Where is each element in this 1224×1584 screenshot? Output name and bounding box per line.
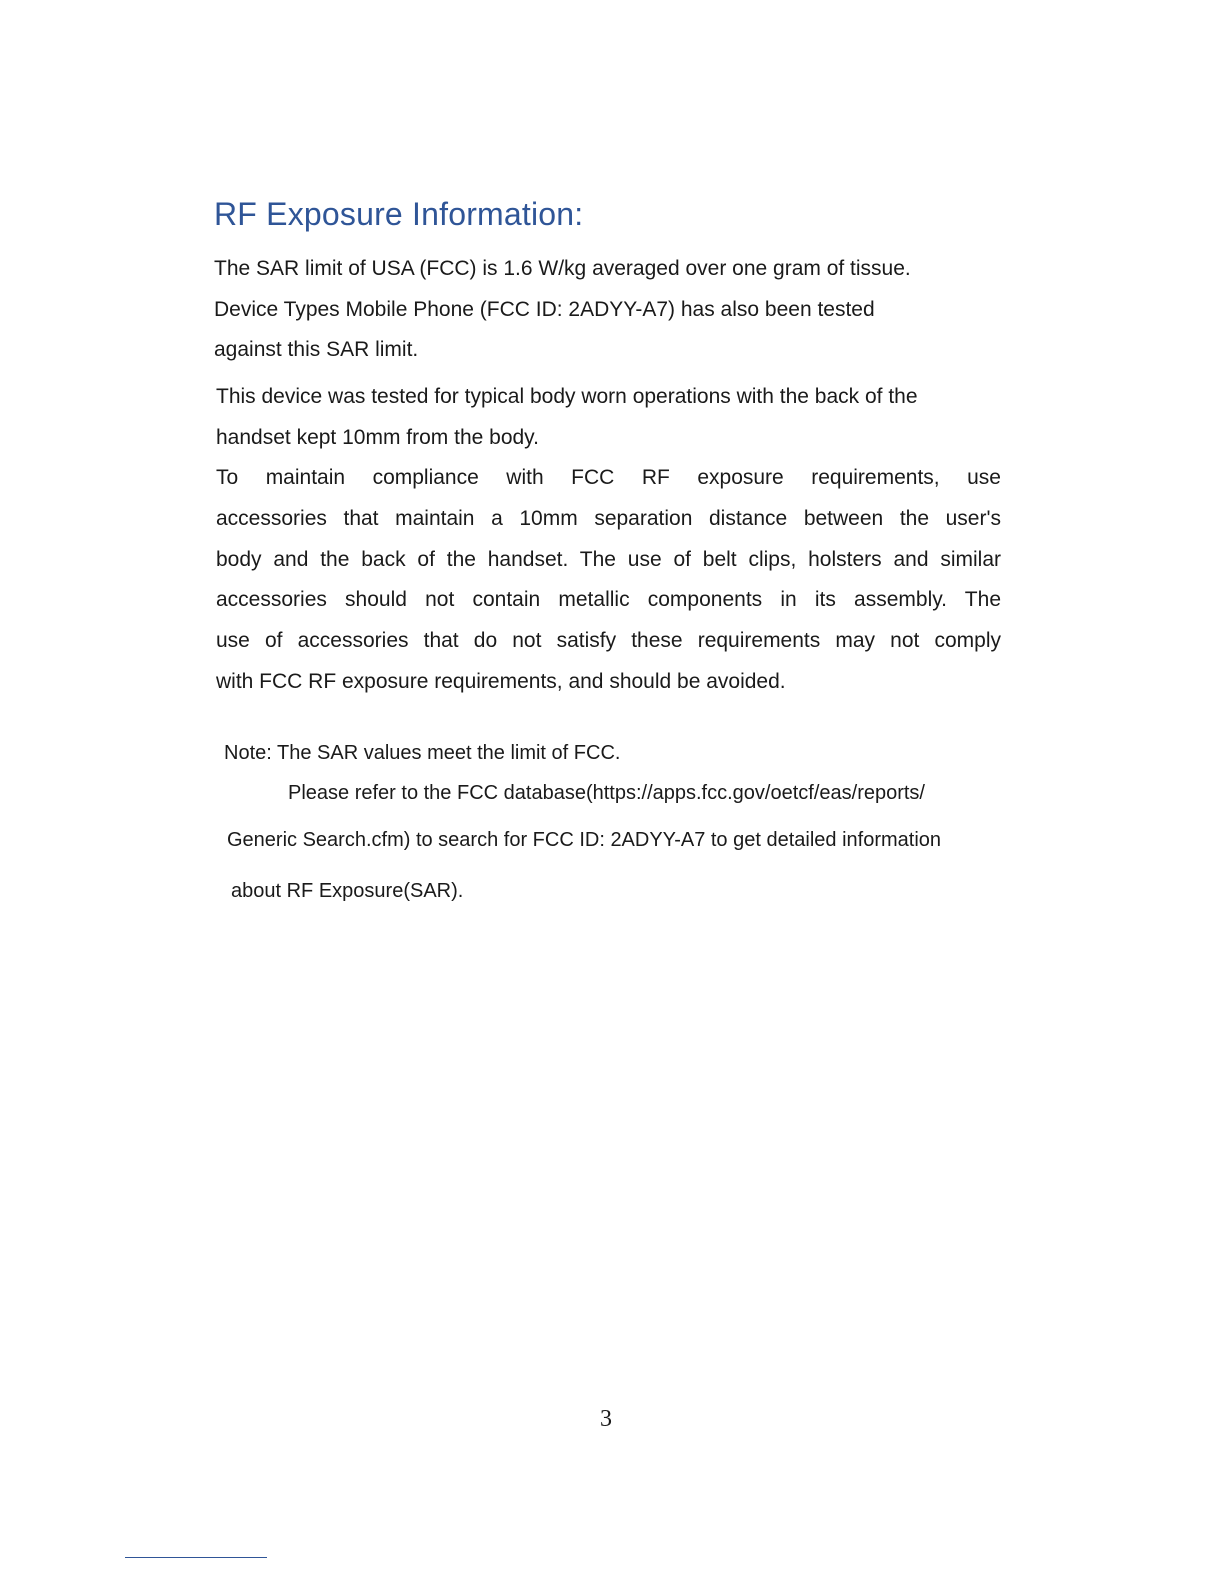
- sar-limit-line-1: The SAR limit of USA (FCC) is 1.6 W/kg averaged over one gram of tissue.: [214, 257, 911, 280]
- section-heading: RF Exposure Information:: [214, 196, 584, 232]
- page-number: 3: [600, 1406, 612, 1432]
- compliance-line-4: accessories should not contain metallic components in its assembly. The: [216, 588, 1001, 611]
- note-line-1: Note: The SAR values meet the limit of FCC.: [224, 742, 621, 764]
- sar-limit-line-2: Device Types Mobile Phone (FCC ID: 2ADYY-A7) has also been tested: [214, 298, 875, 321]
- note-line-4: about RF Exposure(SAR).: [231, 880, 464, 902]
- body-worn-line-2: handset kept 10mm from the body.: [216, 426, 539, 449]
- body-worn-line-1: This device was tested for typical body worn operations with the back of the: [216, 385, 918, 408]
- compliance-line-2: accessories that maintain a 10mm separation distance between the user's: [216, 507, 1001, 530]
- note-line-2: Please refer to the FCC database(https://apps.fcc.gov/oetcf/eas/reports/: [288, 782, 925, 804]
- compliance-line-1: To maintain compliance with FCC RF exposure requirements, use: [216, 466, 1001, 489]
- note-line-3: Generic Search.cfm) to search for FCC ID: 2ADYY-A7 to get detailed information: [227, 829, 942, 851]
- sar-limit-line-3: against this SAR limit.: [214, 338, 419, 361]
- footnote-separator: [125, 1557, 267, 1558]
- compliance-line-3: body and the back of the handset. The use of belt clips, holsters and similar: [216, 548, 1001, 571]
- compliance-line-5: use of accessories that do not satisfy these requirements may not comply: [216, 629, 1001, 652]
- compliance-line-6: with FCC RF exposure requirements, and should be avoided.: [216, 670, 786, 693]
